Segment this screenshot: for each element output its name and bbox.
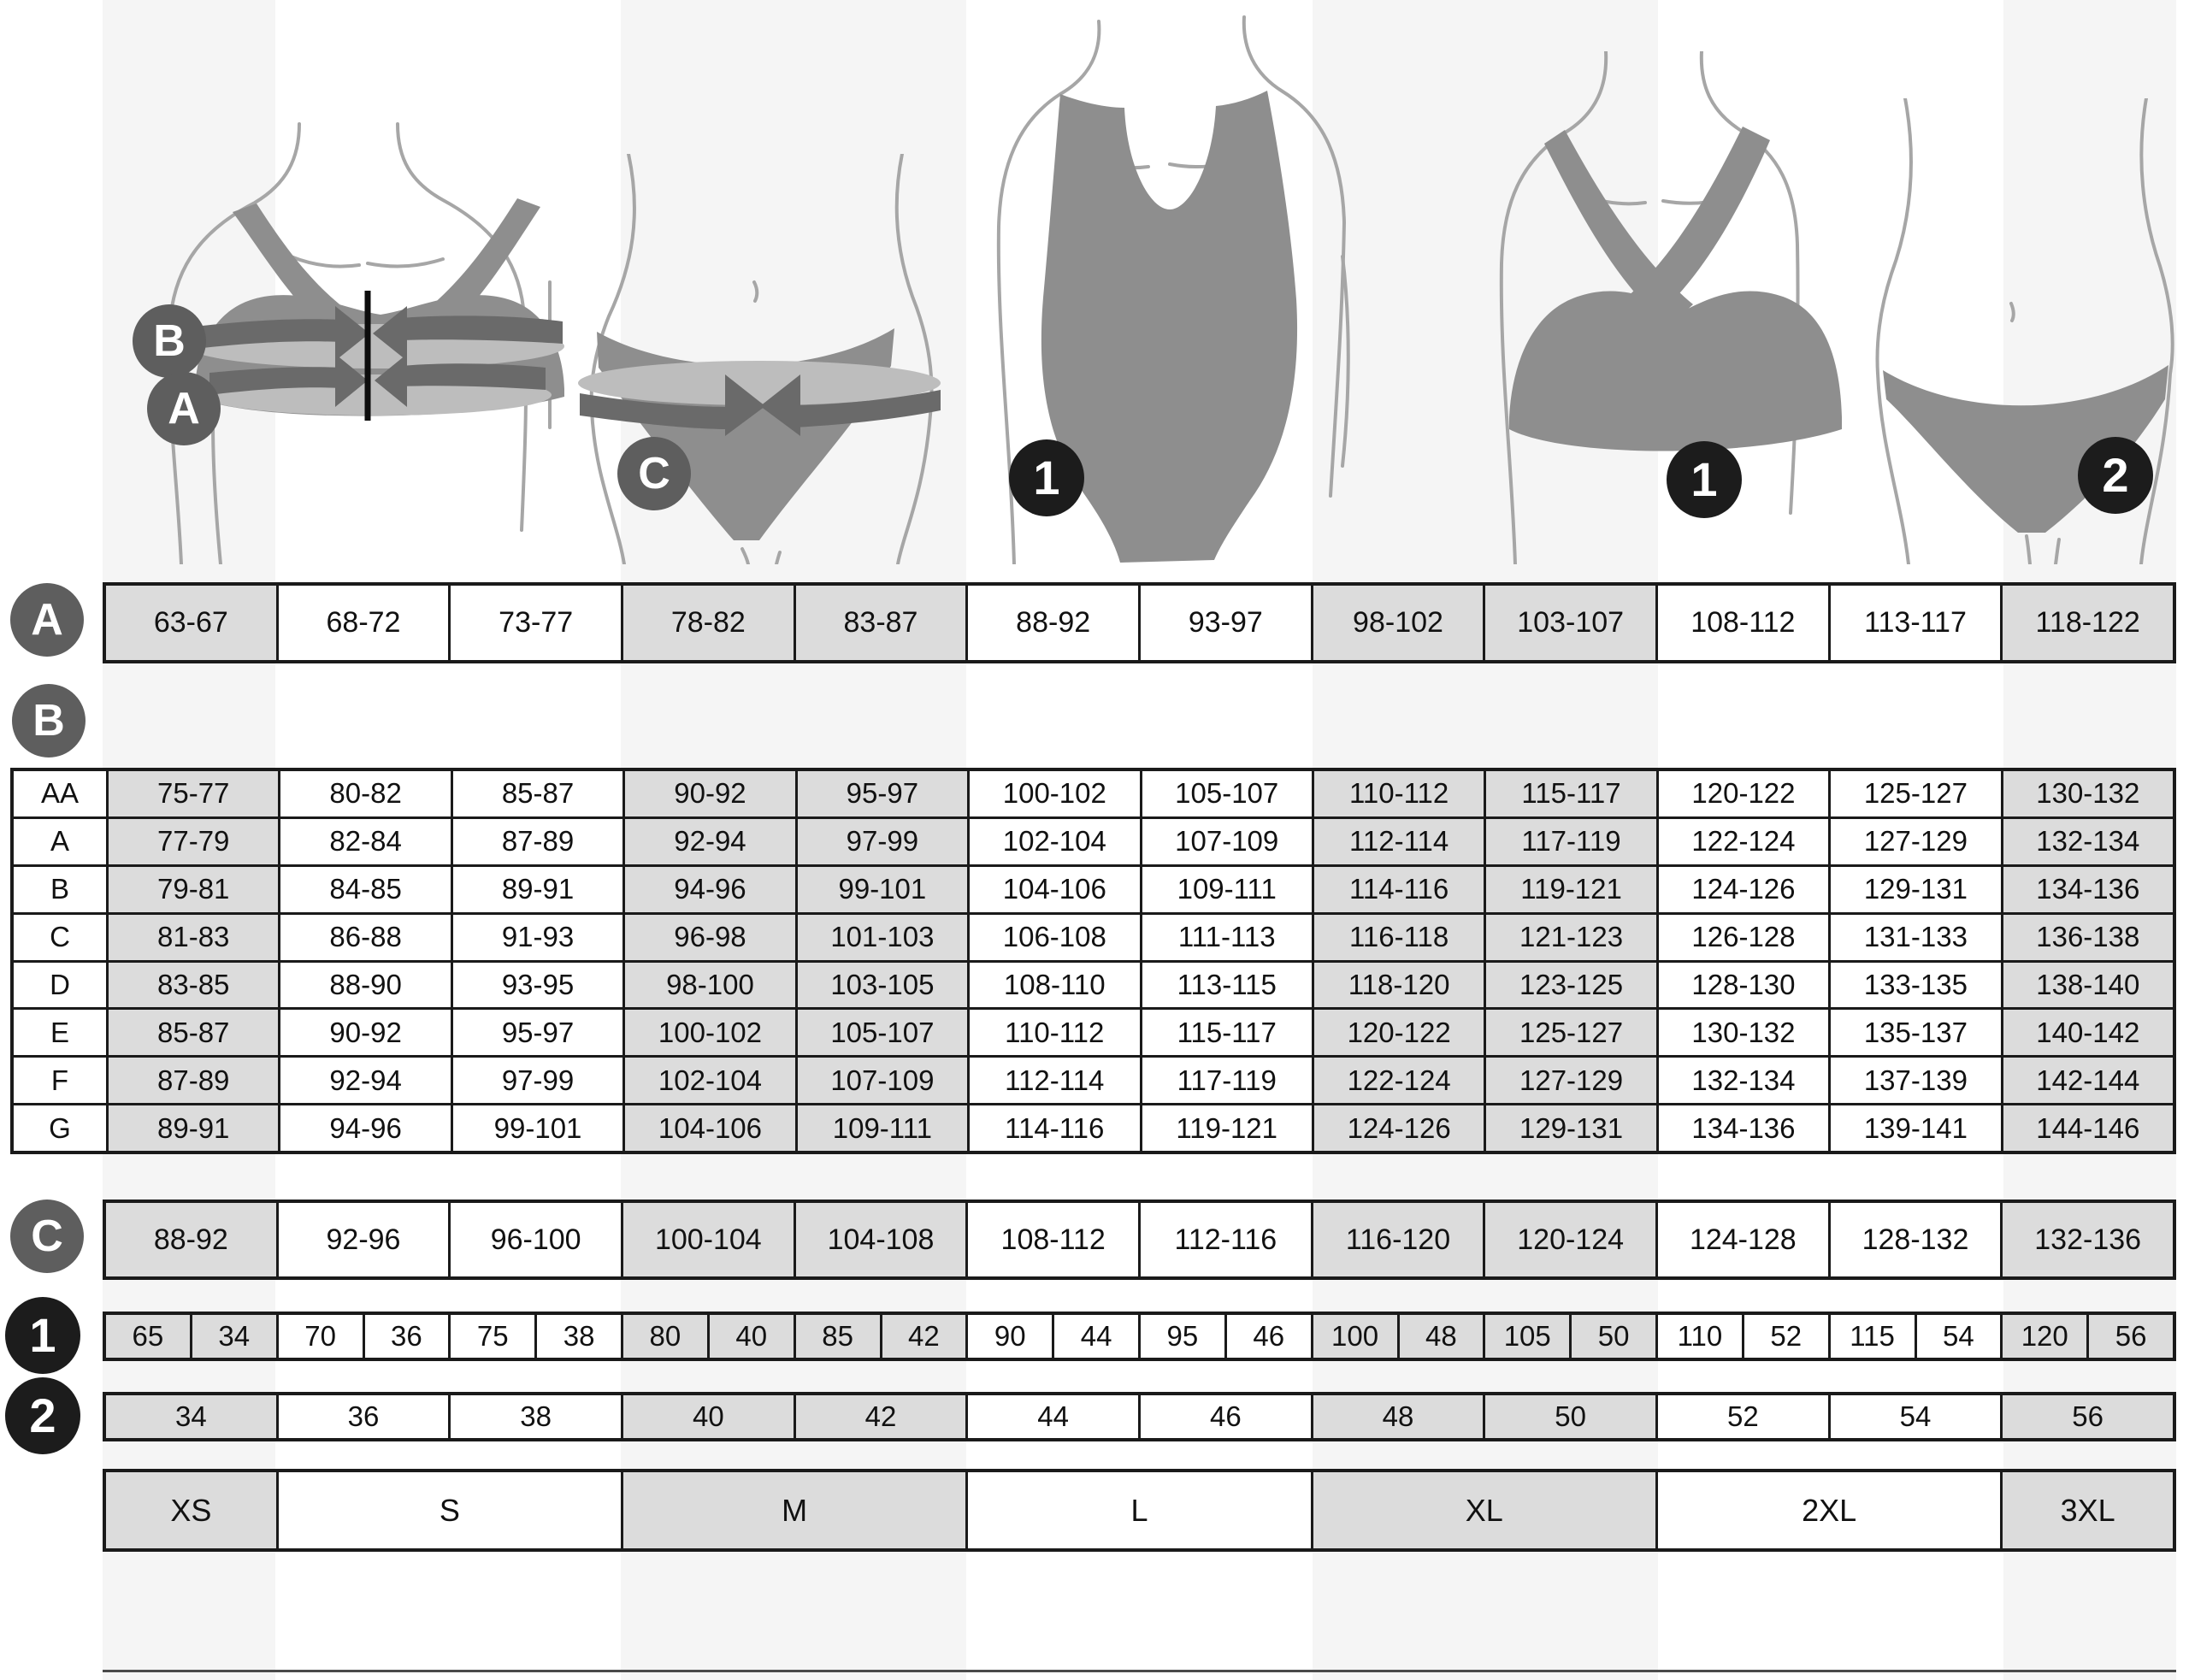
hips-range-cell: 132-136 bbox=[2003, 1203, 2173, 1276]
row-label-bra-sizes: 1 bbox=[5, 1297, 80, 1374]
bust-range-cell: 133-135 bbox=[1831, 963, 2000, 1008]
bust-range-cell: 116-118 bbox=[1314, 915, 1484, 960]
bra-size-cell: 56 bbox=[2089, 1315, 2173, 1358]
bust-point-badge: B bbox=[133, 304, 206, 378]
bust-range-cell: 124-126 bbox=[1659, 867, 1828, 912]
bust-range-cell: 85-87 bbox=[109, 1010, 278, 1055]
hips-range-cell: 96-100 bbox=[451, 1203, 621, 1276]
brief-size-cell: 34 bbox=[106, 1395, 276, 1438]
bust-range-cell: 113-115 bbox=[1142, 963, 1312, 1008]
brief-size-cell: 52 bbox=[1658, 1395, 1828, 1438]
hips-range-row bbox=[103, 1200, 2176, 1280]
bust-range-cell: 99-101 bbox=[453, 1105, 622, 1151]
bust-range-cell: 135-137 bbox=[1831, 1010, 2000, 1055]
bust-range-cell: 96-98 bbox=[625, 915, 794, 960]
cup-label-cell: C bbox=[14, 915, 106, 960]
bust-range-cell: 75-77 bbox=[109, 771, 278, 816]
bust-range-cell: 134-136 bbox=[2003, 867, 2173, 912]
bra-size-cell: 46 bbox=[1227, 1315, 1311, 1358]
bust-range-cell: 112-114 bbox=[1314, 819, 1484, 864]
bra-measurement-figure bbox=[86, 0, 564, 564]
bust-range-cell: 111-113 bbox=[1142, 915, 1312, 960]
bust-range-cell: 142-144 bbox=[2003, 1058, 2173, 1103]
bra-size-cell: 54 bbox=[1917, 1315, 2001, 1358]
hips-range-cell: 88-92 bbox=[106, 1203, 276, 1276]
cup-label-cell: G bbox=[14, 1105, 106, 1151]
bust-range-cell: 130-132 bbox=[1659, 1010, 1828, 1055]
underbust-range-cell: 103-107 bbox=[1485, 586, 1655, 660]
hips-range-cell: 120-124 bbox=[1485, 1203, 1655, 1276]
bust-range-cell: 102-104 bbox=[625, 1058, 794, 1103]
row-label-brief-sizes: 2 bbox=[5, 1377, 80, 1454]
bust-range-cell: 108-110 bbox=[970, 963, 1139, 1008]
bust-range-cell: 132-134 bbox=[2003, 819, 2173, 864]
bust-range-cell: 88-90 bbox=[280, 963, 450, 1008]
bust-range-cell: 128-130 bbox=[1659, 963, 1828, 1008]
bust-range-cell: 120-122 bbox=[1314, 1010, 1484, 1055]
brief-size-row bbox=[103, 1392, 2176, 1441]
bust-range-cell: 107-109 bbox=[1142, 819, 1312, 864]
row-label-underbust: A bbox=[10, 583, 84, 657]
bust-range-cell: 139-141 bbox=[1831, 1105, 2000, 1151]
bra-size-row bbox=[103, 1312, 2176, 1361]
underbust-point-badge: A bbox=[147, 372, 221, 445]
bust-range-cell: 85-87 bbox=[453, 771, 622, 816]
brief-size-cell: 50 bbox=[1485, 1395, 1655, 1438]
bust-range-cell: 120-122 bbox=[1659, 771, 1828, 816]
hips-range-cell: 124-128 bbox=[1658, 1203, 1828, 1276]
bust-range-cell: 97-99 bbox=[798, 819, 967, 864]
bust-range-cell: 117-119 bbox=[1486, 819, 1655, 864]
underbust-range-cell: 113-117 bbox=[1831, 586, 2001, 660]
bust-range-cell: 92-94 bbox=[625, 819, 794, 864]
bust-range-cell: 125-127 bbox=[1486, 1010, 1655, 1055]
letter-size-cell: 3XL bbox=[2003, 1472, 2173, 1548]
bust-range-cell: 131-133 bbox=[1831, 915, 2000, 960]
hip-measure-band bbox=[578, 361, 941, 405]
bust-range-cell: 124-126 bbox=[1314, 1105, 1484, 1151]
bust-range-cell: 83-85 bbox=[109, 963, 278, 1008]
bra-size-cell: 42 bbox=[882, 1315, 966, 1358]
cup-label-cell: D bbox=[14, 963, 106, 1008]
bust-range-cell: 115-117 bbox=[1142, 1010, 1312, 1055]
bust-range-cell: 119-121 bbox=[1142, 1105, 1312, 1151]
bust-range-cell: 129-131 bbox=[1486, 1105, 1655, 1151]
bust-range-cell: 93-95 bbox=[453, 963, 622, 1008]
bra-size-cell: 36 bbox=[365, 1315, 449, 1358]
bra-garment bbox=[1509, 127, 1842, 451]
bust-range-cell: 112-114 bbox=[970, 1058, 1139, 1103]
bust-range-cell: 134-136 bbox=[1659, 1105, 1828, 1151]
bra-size-cell: 75 bbox=[451, 1315, 534, 1358]
brief-size-cell: 38 bbox=[451, 1395, 621, 1438]
underbust-range-cell: 68-72 bbox=[279, 586, 449, 660]
bust-range-cell: 91-93 bbox=[453, 915, 622, 960]
bust-range-cell: 130-132 bbox=[2003, 771, 2173, 816]
hips-range-cell: 104-108 bbox=[796, 1203, 966, 1276]
underbust-range-cell: 93-97 bbox=[1141, 586, 1311, 660]
bust-range-cell: 117-119 bbox=[1142, 1058, 1312, 1103]
bust-range-cell: 114-116 bbox=[1314, 867, 1484, 912]
bust-range-cell: 98-100 bbox=[625, 963, 794, 1008]
bust-range-cell: 122-124 bbox=[1314, 1058, 1484, 1103]
bust-range-cell: 86-88 bbox=[280, 915, 450, 960]
bust-range-cell: 106-108 bbox=[970, 915, 1139, 960]
bust-range-cell: 136-138 bbox=[2003, 915, 2173, 960]
bodysuit-size-badge: 1 bbox=[1009, 439, 1084, 516]
hips-measurement-figure bbox=[564, 154, 992, 564]
bust-range-cell: 137-139 bbox=[1831, 1058, 2000, 1103]
bra-size-cell: 105 bbox=[1485, 1315, 1569, 1358]
bra-size-cell: 100 bbox=[1313, 1315, 1397, 1358]
cup-label-cell: A bbox=[14, 819, 106, 864]
brief-size-cell: 46 bbox=[1141, 1395, 1311, 1438]
bust-range-cell: 126-128 bbox=[1659, 915, 1828, 960]
brief-size-badge: 2 bbox=[2078, 437, 2153, 514]
bra-size-cell: 95 bbox=[1141, 1315, 1224, 1358]
bust-range-cell: 80-82 bbox=[280, 771, 450, 816]
bust-range-cell: 129-131 bbox=[1831, 867, 2000, 912]
bust-range-cell: 102-104 bbox=[970, 819, 1139, 864]
bust-range-cell: 132-134 bbox=[1659, 1058, 1828, 1103]
bra-size-cell: 115 bbox=[1831, 1315, 1915, 1358]
bust-range-cell: 119-121 bbox=[1486, 867, 1655, 912]
bust-range-cell: 87-89 bbox=[453, 819, 622, 864]
bust-range-cell: 92-94 bbox=[280, 1058, 450, 1103]
letter-size-cell: M bbox=[623, 1472, 965, 1548]
bust-range-cell: 94-96 bbox=[625, 867, 794, 912]
underbust-range-cell: 83-87 bbox=[796, 586, 966, 660]
bust-range-cell: 110-112 bbox=[1314, 771, 1484, 816]
bust-range-cell: 90-92 bbox=[625, 771, 794, 816]
bust-range-cell: 77-79 bbox=[109, 819, 278, 864]
bust-range-cell: 89-91 bbox=[109, 1105, 278, 1151]
bust-range-cell: 121-123 bbox=[1486, 915, 1655, 960]
row-label-hips: C bbox=[10, 1200, 84, 1273]
bra-size-cell: 48 bbox=[1400, 1315, 1484, 1358]
brief-size-cell: 42 bbox=[796, 1395, 966, 1438]
underbust-range-cell: 108-112 bbox=[1658, 586, 1828, 660]
bust-range-cell: 107-109 bbox=[798, 1058, 967, 1103]
bust-range-cell: 144-146 bbox=[2003, 1105, 2173, 1151]
bra-size-cell: 85 bbox=[796, 1315, 880, 1358]
hips-range-cell: 108-112 bbox=[968, 1203, 1138, 1276]
bust-range-cell: 94-96 bbox=[280, 1105, 450, 1151]
bust-range-cell: 84-85 bbox=[280, 867, 450, 912]
bust-range-cell: 110-112 bbox=[970, 1010, 1139, 1055]
bust-range-cell: 118-120 bbox=[1314, 963, 1484, 1008]
hips-range-cell: 116-120 bbox=[1313, 1203, 1484, 1276]
bust-range-cell: 100-102 bbox=[625, 1010, 794, 1055]
bust-range-cell: 125-127 bbox=[1831, 771, 2000, 816]
bust-by-cup-table bbox=[10, 768, 2176, 1154]
bust-range-cell: 81-83 bbox=[109, 915, 278, 960]
brief-size-cell: 44 bbox=[968, 1395, 1138, 1438]
underbust-range-cell: 118-122 bbox=[2003, 586, 2173, 660]
bra-size-cell: 38 bbox=[537, 1315, 621, 1358]
cup-label-cell: B bbox=[14, 867, 106, 912]
bra-size-badge: 1 bbox=[1667, 441, 1742, 518]
underbust-range-cell: 63-67 bbox=[106, 586, 276, 660]
bust-range-cell: 105-107 bbox=[798, 1010, 967, 1055]
hips-range-cell: 128-132 bbox=[1831, 1203, 2001, 1276]
bra-size-cell: 65 bbox=[106, 1315, 190, 1358]
bra-size-cell: 34 bbox=[192, 1315, 276, 1358]
bust-range-cell: 109-111 bbox=[798, 1105, 967, 1151]
brief-size-cell: 56 bbox=[2003, 1395, 2173, 1438]
bra-size-cell: 120 bbox=[2003, 1315, 2086, 1358]
brief-size-cell: 40 bbox=[623, 1395, 794, 1438]
underbust-range-cell: 78-82 bbox=[623, 586, 794, 660]
brief-size-cell: 48 bbox=[1313, 1395, 1484, 1438]
bra-size-cell: 90 bbox=[968, 1315, 1052, 1358]
letter-size-cell: XL bbox=[1313, 1472, 1655, 1548]
letter-size-row bbox=[103, 1469, 2176, 1552]
bust-range-cell: 82-84 bbox=[280, 819, 450, 864]
bust-range-cell: 95-97 bbox=[798, 771, 967, 816]
bust-range-cell: 104-106 bbox=[970, 867, 1139, 912]
bust-range-cell: 109-111 bbox=[1142, 867, 1312, 912]
bust-range-cell: 122-124 bbox=[1659, 819, 1828, 864]
cup-label-cell: F bbox=[14, 1058, 106, 1103]
bust-range-cell: 97-99 bbox=[453, 1058, 622, 1103]
bust-range-cell: 138-140 bbox=[2003, 963, 2173, 1008]
bust-range-cell: 100-102 bbox=[970, 771, 1139, 816]
brief-garment bbox=[597, 328, 894, 540]
underbust-range-row bbox=[103, 582, 2176, 663]
letter-size-cell: S bbox=[279, 1472, 621, 1548]
letter-size-cell: XS bbox=[106, 1472, 276, 1548]
brief-size-cell: 54 bbox=[1831, 1395, 2001, 1438]
bust-range-cell: 103-105 bbox=[798, 963, 967, 1008]
row-label-bust: B bbox=[12, 684, 86, 757]
bust-range-cell: 114-116 bbox=[970, 1105, 1139, 1151]
bust-range-cell: 127-129 bbox=[1831, 819, 2000, 864]
hips-point-badge: C bbox=[617, 437, 691, 510]
bust-range-cell: 115-117 bbox=[1486, 771, 1655, 816]
bust-range-cell: 99-101 bbox=[798, 867, 967, 912]
bust-range-cell: 90-92 bbox=[280, 1010, 450, 1055]
bust-range-cell: 104-106 bbox=[625, 1105, 794, 1151]
letter-size-cell: 2XL bbox=[1658, 1472, 2000, 1548]
bra-size-cell: 80 bbox=[623, 1315, 707, 1358]
underbust-range-cell: 98-102 bbox=[1313, 586, 1484, 660]
bust-range-cell: 127-129 bbox=[1486, 1058, 1655, 1103]
bra-size-figure bbox=[1419, 51, 1847, 564]
letter-size-cell: L bbox=[968, 1472, 1310, 1548]
bra-size-cell: 50 bbox=[1572, 1315, 1655, 1358]
underbust-range-cell: 88-92 bbox=[968, 586, 1138, 660]
hips-range-cell: 100-104 bbox=[623, 1203, 794, 1276]
bust-range-cell: 87-89 bbox=[109, 1058, 278, 1103]
cup-label-cell: AA bbox=[14, 771, 106, 816]
bra-size-cell: 70 bbox=[279, 1315, 363, 1358]
bust-range-cell: 89-91 bbox=[453, 867, 622, 912]
bust-range-cell: 95-97 bbox=[453, 1010, 622, 1055]
bra-size-cell: 44 bbox=[1054, 1315, 1138, 1358]
bust-range-cell: 105-107 bbox=[1142, 771, 1312, 816]
bust-range-cell: 140-142 bbox=[2003, 1010, 2173, 1055]
bust-range-cell: 101-103 bbox=[798, 915, 967, 960]
cup-label-cell: E bbox=[14, 1010, 106, 1055]
underbust-range-cell: 73-77 bbox=[451, 586, 621, 660]
bra-size-cell: 40 bbox=[710, 1315, 794, 1358]
hips-range-cell: 112-116 bbox=[1141, 1203, 1311, 1276]
bra-size-cell: 52 bbox=[1744, 1315, 1828, 1358]
bust-range-cell: 79-81 bbox=[109, 867, 278, 912]
hips-range-cell: 92-96 bbox=[279, 1203, 449, 1276]
brief-size-cell: 36 bbox=[279, 1395, 449, 1438]
bottom-divider bbox=[103, 1670, 2176, 1672]
bust-range-cell: 123-125 bbox=[1486, 963, 1655, 1008]
bra-size-cell: 110 bbox=[1658, 1315, 1742, 1358]
